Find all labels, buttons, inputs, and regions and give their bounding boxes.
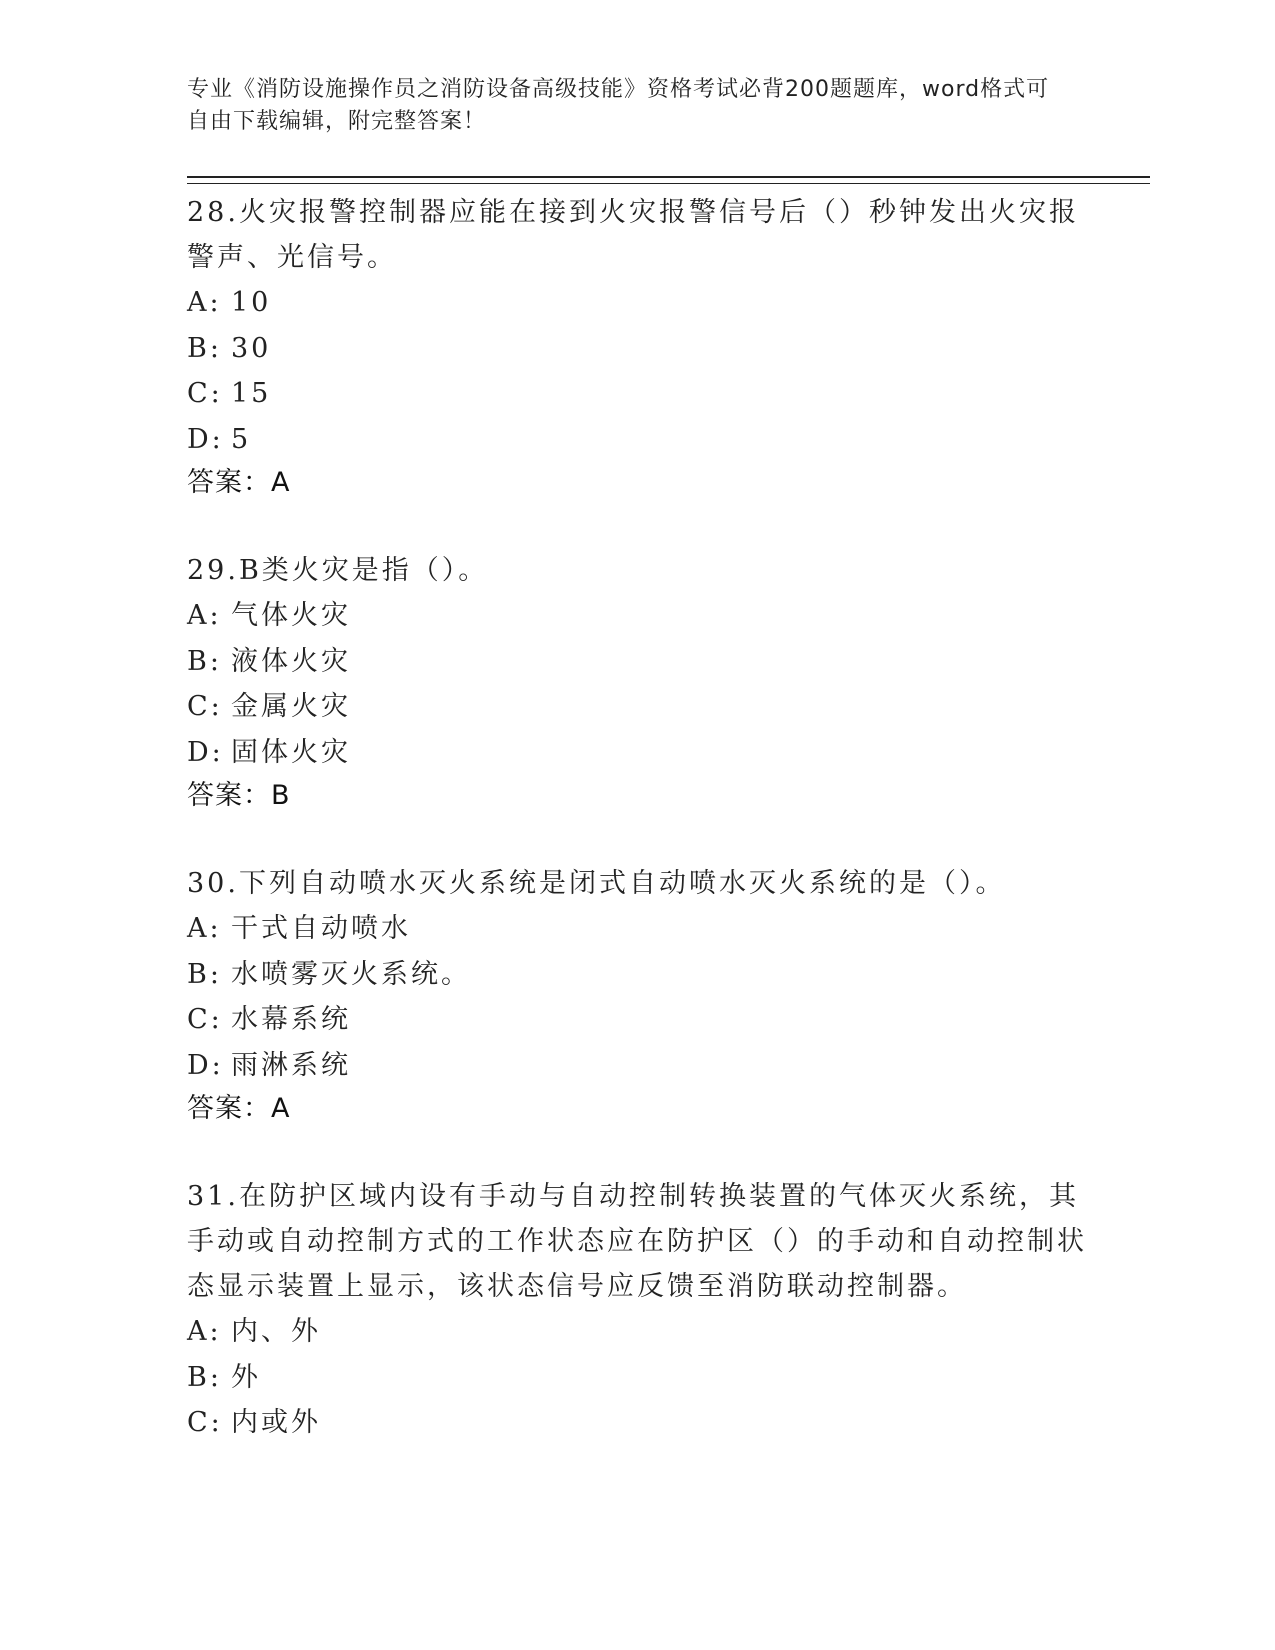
option-text: 内或外 xyxy=(231,1407,321,1438)
option-text: 15 xyxy=(231,378,272,409)
answer-line xyxy=(187,1088,1087,1130)
option-text: 水幕系统 xyxy=(231,1004,351,1035)
answer-line xyxy=(187,462,1087,504)
option-a xyxy=(187,280,1087,326)
question-30 xyxy=(187,861,1087,1130)
question-text xyxy=(187,548,1087,593)
option-text: 内、外 xyxy=(231,1316,321,1347)
option-key: B: xyxy=(187,958,222,990)
option-key: B: xyxy=(187,645,222,677)
question-number: 31. xyxy=(187,1181,239,1212)
question-stem: B类火灾是指（）。 xyxy=(238,555,489,586)
option-key: C: xyxy=(187,1004,223,1035)
option-b xyxy=(187,639,1087,685)
option-c xyxy=(187,997,1087,1043)
option-key: D: xyxy=(187,1049,224,1081)
option-key: A: xyxy=(187,600,222,631)
question-29 xyxy=(187,548,1087,817)
answer-label: 答案： xyxy=(187,1093,271,1124)
question-stem: 下列自动喷水灭火系统是闭式自动喷水灭火系统的是（）。 xyxy=(238,868,1006,899)
page-header: 专业《消防设施操作员之消防设备高级技能》资格考试必背200题题库，word格式可自由下载编辑，附完整答案！ xyxy=(187,77,1050,134)
option-text: 5 xyxy=(231,423,252,455)
answer-label: 答案： xyxy=(187,467,271,498)
option-key: C: xyxy=(187,691,223,722)
question-number: 29. xyxy=(187,555,239,586)
option-text: 固体火灾 xyxy=(231,736,351,768)
question-stem: 火灾报警控制器应能在接到火灾报警信号后（）秒钟发出火灾报警声、光信号。 xyxy=(187,197,1079,273)
option-c xyxy=(187,371,1087,417)
question-list xyxy=(187,190,1087,1490)
option-a xyxy=(187,1309,1087,1355)
option-b xyxy=(187,326,1087,372)
answer-value: A xyxy=(271,1093,291,1124)
question-text xyxy=(187,861,1087,906)
option-text: 30 xyxy=(231,332,272,364)
option-d xyxy=(187,417,1087,463)
option-d xyxy=(187,730,1087,776)
option-text: 液体火灾 xyxy=(231,645,351,677)
answer-label: 答案： xyxy=(187,780,271,811)
option-text: 干式自动喷水 xyxy=(231,913,411,944)
option-text: 金属火灾 xyxy=(231,691,351,722)
option-key: D: xyxy=(187,736,224,768)
option-key: C: xyxy=(187,378,223,409)
option-key: C: xyxy=(187,1407,223,1438)
option-key: B: xyxy=(187,1361,222,1393)
answer-value: A xyxy=(271,467,291,498)
option-c xyxy=(187,684,1087,730)
option-key: A: xyxy=(187,1316,222,1347)
option-b xyxy=(187,1355,1087,1401)
answer-value: B xyxy=(271,780,291,811)
option-key: A: xyxy=(187,913,222,944)
option-key: B: xyxy=(187,332,222,364)
question-number: 30. xyxy=(187,868,239,899)
question-text xyxy=(187,190,1087,280)
option-text: 10 xyxy=(231,287,272,318)
option-text: 水喷雾灭火系统。 xyxy=(231,958,471,990)
answer-line xyxy=(187,775,1087,817)
option-key: A: xyxy=(187,287,222,318)
option-a xyxy=(187,906,1087,952)
option-b xyxy=(187,952,1087,998)
option-text: 雨淋系统 xyxy=(231,1049,351,1081)
option-text: 外 xyxy=(231,1361,261,1393)
option-text: 气体火灾 xyxy=(231,600,351,631)
question-28 xyxy=(187,190,1087,504)
question-stem: 在防护区域内设有手动与自动控制转换装置的气体灭火系统，其手动或自动控制方式的工作状态应在防护区（）的手动和自动控制状态显示装置上显示，该状态信号应反馈至消防联动控制器。 xyxy=(187,1181,1087,1302)
question-text xyxy=(187,1174,1087,1309)
option-a xyxy=(187,593,1087,639)
option-c xyxy=(187,1400,1087,1446)
option-d xyxy=(187,1043,1087,1089)
header-divider xyxy=(187,176,1150,184)
question-31 xyxy=(187,1174,1087,1446)
option-key: D: xyxy=(187,423,224,455)
question-number: 28. xyxy=(187,197,239,228)
